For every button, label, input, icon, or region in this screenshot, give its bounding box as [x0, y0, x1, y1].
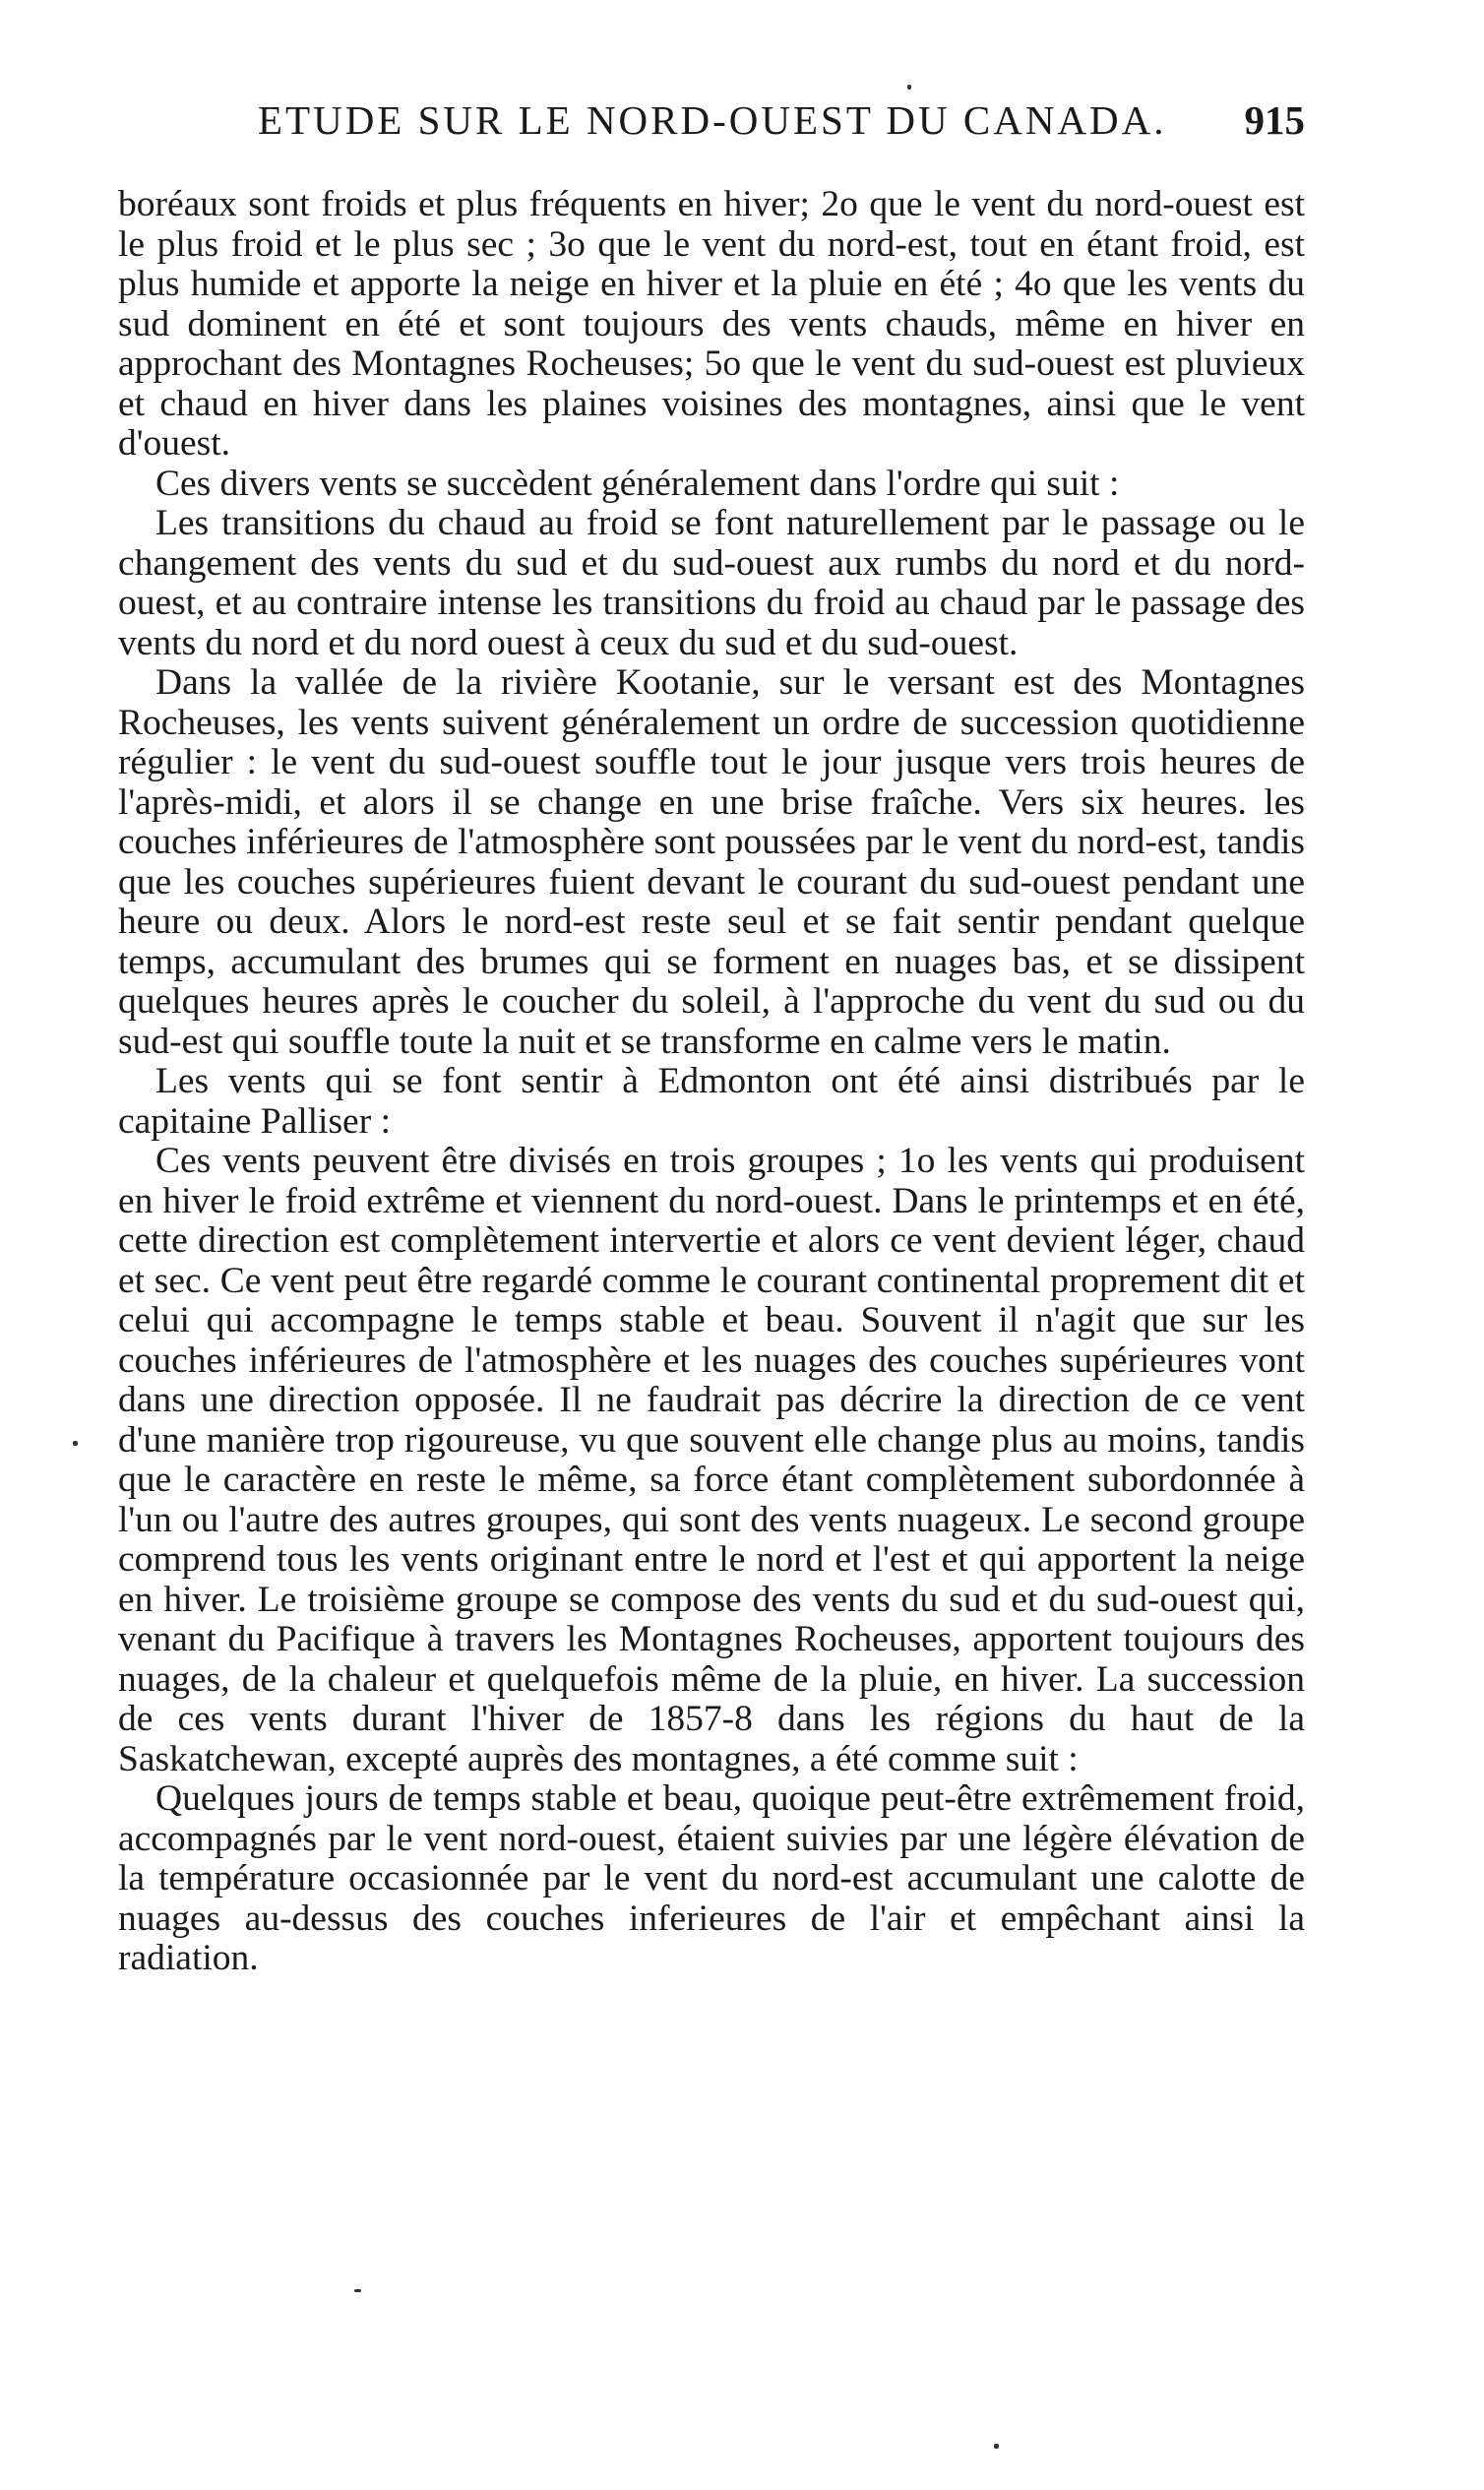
paragraph: Les transitions du chaud au froid se font naturellement par le passage ou le changement des vents du sud et du sud-ouest aux rumbs du nord et du nord-ouest, et au contraire intense les transitions du froid au chaud par le passage des vents du nord et du nord ouest à ceux du sud et du sud-ouest. — [118, 503, 1305, 663]
scan-speck — [73, 1441, 78, 1446]
page-number: 915 — [1244, 97, 1305, 143]
paragraph: Ces divers vents se succèdent généralement dans l'ordre qui suit : — [155, 463, 1120, 504]
paragraph-continued: boréaux sont froids et plus fréquents en hiver; 2o que le vent du nord-ouest est le plus froid et le plus sec ; 3o que le vent du nord-est, tout en étant froid, est plus humide et apporte la neige en hiver et la pluie en été ; 4o que les vents du sud dominent en été et sont toujours des vents chauds, même en hiver en approchant des Montagnes Rocheuses; 5o que le vent du sud-ouest est pluvieux et chaud en hiver dans les plaines voisines des montagnes, ainsi que le vent d'ouest. — [118, 184, 1305, 464]
paragraph: Quelques jours de temps stable et beau, quoique peut-être extrêmement froid, accompagnés par le vent nord-ouest, étaient suivies par une légère élévation de la température occasionnée par le vent du nord-est accumulant une calotte de nuages au-dessus des couches inferieures de l'air et empêchant ainsi la radiation. — [118, 1778, 1305, 1978]
running-header — [0, 96, 1484, 156]
paragraph: Ces vents peuvent être divisés en trois groupes ; 1o les vents qui produisent en hiver le froid extrême et viennent du nord-ouest. Dans le printemps et en été, cette direction est complètement intervertie et alors ce vent devient léger, chaud et sec. Ce vent peut être regardé comme le courant continental proprement dit et celui qui accompagne le temps stable et beau. Souvent il n'agit que sur les couches inférieures de l'atmosphère et les nuages des couches supérieures vont dans une direction opposée. Il ne faudrait pas décrire la direction de ce vent d'une manière trop rigoureuse, vu que souvent elle change plus au moins, tandis que le caractère en reste le même, sa force étant complètement subordonnée à l'un ou l'autre des autres groupes, qui sont des vents nuageux. Le second groupe comprend tous les vents originant entre le nord et l'est et qui apportent la neige en hiver. Le troisième groupe se compose des vents du sud et du sud-ouest qui, venant du Pacifique à travers les Montagnes Rocheuses, apportent toujours des nuages, de la chaleur et quelquefois même de la pluie, en hiver. La succession de ces vents durant l'hiver de 1857-8 dans les régions du haut de la Saskatchewan, excepté auprès des montagnes, a été comme suit : — [118, 1141, 1305, 1779]
running-title: ETUDE SUR LE NORD-OUEST DU CANADA. — [258, 97, 1167, 143]
scan-speck — [354, 2289, 361, 2292]
body-text — [118, 185, 1305, 1979]
paragraph: Les vents qui se font sentir à Edmonton ont été ainsi distribués par le capitaine Palliser : — [118, 1061, 1305, 1142]
paragraph: Dans la vallée de la rivière Kootanie, sur le versant est des Montagnes Rocheuses, les vents suivent généralement un ordre de succession quotidienne régulier : le vent du sud-ouest souffle tout le jour jusque vers trois heures de l'après-midi, et alors il se change en une brise fraîche. Vers six heures. les couches inférieures de l'atmosphère sont poussées par le vent du nord-est, tandis que les couches supérieures fuient devant le courant du sud-ouest pendant une heure ou deux. Alors le nord-est reste seul et se fait sentir pendant quelque temps, accumulant des brumes qui se forment en nuages bas, et se dissipent quelques heures après le coucher du soleil, à l'approche du vent du sud ou du sud-est qui souffle toute la nuit et se transforme en calme vers le matin. — [118, 662, 1305, 1062]
scan-speck — [907, 85, 911, 90]
scan-speck — [994, 2444, 999, 2449]
